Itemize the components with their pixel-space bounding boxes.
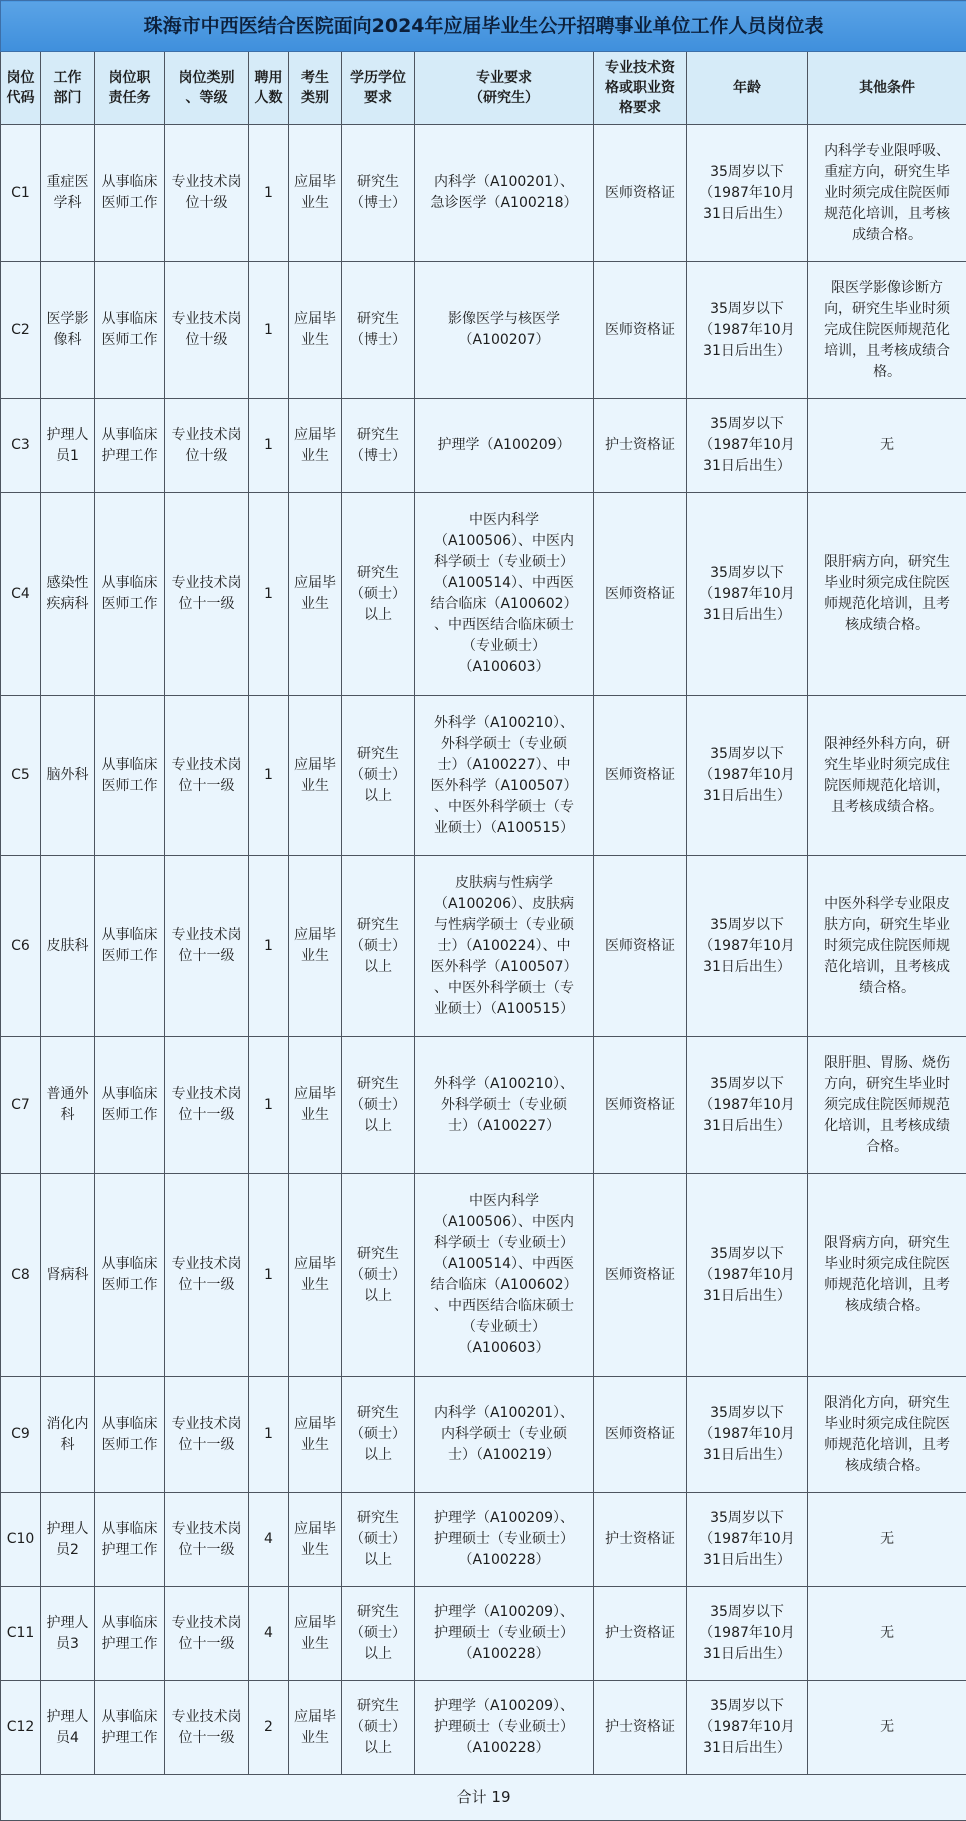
qualification-cell: 护士资格证: [594, 399, 687, 493]
major-requirement-cell: 外科学（A100210）、 外科学硕士（专业硕 士）（A100227）: [415, 1037, 594, 1174]
major-requirement-cell: 护理学（A100209）、 护理硕士（专业硕士） （A100228）: [415, 1493, 594, 1587]
qualification-cell: 医师资格证: [594, 1037, 687, 1174]
category-cell: 专业技术岗 位十一级: [165, 856, 249, 1037]
other-conditions-cell: 限神经外科方向，研 究生毕业时须完成住 院医师规范化培训， 且考核成绩合格。: [808, 696, 966, 856]
major-requirement-cell: 皮肤病与性病学 （A100206）、皮肤病 与性病学硕士（专业硕 士）（A100224）、中 医外科学（A100507） 、中医外科学硕士（专 业硕士）（A100515）: [415, 856, 594, 1037]
other-conditions-cell: 限肾病方向，研究生 毕业时须完成住院医 师规范化培训，且考 核成绩合格。: [808, 1174, 966, 1377]
duty-cell: 从事临床 医师工作: [95, 493, 165, 696]
col-header-category: 岗位类别 、等级: [165, 52, 249, 125]
candidate-type-cell: 应届毕 业生: [289, 1681, 342, 1775]
duty-cell: 从事临床 医师工作: [95, 1174, 165, 1377]
table-row: [1, 262, 966, 399]
duty-cell: 从事临床 护理工作: [95, 1681, 165, 1775]
duty-cell: 从事临床 护理工作: [95, 1587, 165, 1681]
hire-count-cell: 4: [249, 1493, 289, 1587]
candidate-type-cell: 应届毕 业生: [289, 856, 342, 1037]
candidate-type-cell: 应届毕 业生: [289, 262, 342, 399]
category-cell: 专业技术岗 位十一级: [165, 1681, 249, 1775]
category-cell: 专业技术岗 位十一级: [165, 493, 249, 696]
major-requirement-cell: 内科学（A100201）、 内科学硕士（专业硕 士）（A100219）: [415, 1377, 594, 1493]
candidate-type-cell: 应届毕 业生: [289, 1493, 342, 1587]
age-cell: 35周岁以下 （1987年10月 31日后出生）: [687, 1587, 808, 1681]
qualification-cell: 医师资格证: [594, 1174, 687, 1377]
major-requirement-cell: 中医内科学 （A100506）、中医内 科学硕士（专业硕士） （A100514）、中西医 结合临床（A100602） 、中西医结合临床硕士 （专业硕士） （A100603）: [415, 1174, 594, 1377]
candidate-type-cell: 应届毕 业生: [289, 1174, 342, 1377]
department-cell: 护理人 员2: [41, 1493, 95, 1587]
duty-cell: 从事临床 医师工作: [95, 696, 165, 856]
hire-count-cell: 2: [249, 1681, 289, 1775]
education-cell: 研究生 （硕士） 以上: [342, 493, 415, 696]
position-code-cell: C12: [1, 1681, 41, 1775]
education-cell: 研究生 （硕士） 以上: [342, 1377, 415, 1493]
age-cell: 35周岁以下 （1987年10月 31日后出生）: [687, 125, 808, 262]
col-header-age: 年龄: [687, 52, 808, 125]
education-cell: 研究生 （硕士） 以上: [342, 1587, 415, 1681]
candidate-type-cell: 应届毕 业生: [289, 399, 342, 493]
duty-cell: 从事临床 护理工作: [95, 1493, 165, 1587]
position-code-cell: C7: [1, 1037, 41, 1174]
category-cell: 专业技术岗 位十一级: [165, 1377, 249, 1493]
table-row: [1, 856, 966, 1037]
table-row: [1, 1587, 966, 1681]
hire-count-cell: 1: [249, 1037, 289, 1174]
age-cell: 35周岁以下 （1987年10月 31日后出生）: [687, 856, 808, 1037]
table-row: [1, 1493, 966, 1587]
total-row: [1, 1775, 966, 1821]
education-cell: 研究生 （硕士） 以上: [342, 1037, 415, 1174]
position-code-cell: C6: [1, 856, 41, 1037]
duty-cell: 从事临床 医师工作: [95, 1037, 165, 1174]
other-conditions-cell: 限医学影像诊断方 向，研究生毕业时须 完成住院医师规范化 培训，且考核成绩合 格。: [808, 262, 966, 399]
candidate-type-cell: 应届毕 业生: [289, 493, 342, 696]
other-conditions-cell: 无: [808, 1587, 966, 1681]
education-cell: 研究生 （硕士） 以上: [342, 1174, 415, 1377]
hire-count-cell: 4: [249, 1587, 289, 1681]
table-row: [1, 1037, 966, 1174]
table-row: [1, 493, 966, 696]
other-conditions-cell: 无: [808, 399, 966, 493]
education-cell: 研究生 （硕士） 以上: [342, 1493, 415, 1587]
other-conditions-cell: 中医外科学专业限皮 肤方向，研究生毕业 时须完成住院医师规 范化培训，且考核成 绩合格。: [808, 856, 966, 1037]
hire-count-cell: 1: [249, 125, 289, 262]
department-cell: 感染性 疾病科: [41, 493, 95, 696]
other-conditions-cell: 限肝胆、胃肠、烧伤 方向，研究生毕业时 须完成住院医师规范 化培训，且考核成绩 合格。: [808, 1037, 966, 1174]
department-cell: 消化内 科: [41, 1377, 95, 1493]
department-cell: 普通外 科: [41, 1037, 95, 1174]
table-row: [1, 1681, 966, 1775]
duty-cell: 从事临床 医师工作: [95, 262, 165, 399]
category-cell: 专业技术岗 位十级: [165, 399, 249, 493]
position-code-cell: C10: [1, 1493, 41, 1587]
table-body: [1, 125, 966, 1775]
header-row: [1, 52, 966, 125]
age-cell: 35周岁以下 （1987年10月 31日后出生）: [687, 262, 808, 399]
category-cell: 专业技术岗 位十一级: [165, 1037, 249, 1174]
qualification-cell: 医师资格证: [594, 1377, 687, 1493]
major-requirement-cell: 护理学（A100209）、 护理硕士（专业硕士） （A100228）: [415, 1587, 594, 1681]
qualification-cell: 护士资格证: [594, 1493, 687, 1587]
education-cell: 研究生 （硕士） 以上: [342, 1681, 415, 1775]
candidate-type-cell: 应届毕 业生: [289, 1377, 342, 1493]
title-row: [1, 1, 966, 52]
department-cell: 重症医 学科: [41, 125, 95, 262]
qualification-cell: 医师资格证: [594, 125, 687, 262]
candidate-type-cell: 应届毕 业生: [289, 1037, 342, 1174]
age-cell: 35周岁以下 （1987年10月 31日后出生）: [687, 1681, 808, 1775]
col-header-duty: 岗位职 责任务: [95, 52, 165, 125]
col-header-edu: 学历学位 要求: [342, 52, 415, 125]
age-cell: 35周岁以下 （1987年10月 31日后出生）: [687, 493, 808, 696]
major-requirement-cell: 外科学（A100210）、 外科学硕士（专业硕 士）（A100227）、中 医外科学（A100507） 、中医外科学硕士（专 业硕士）（A100515）: [415, 696, 594, 856]
col-header-other: 其他条件: [808, 52, 966, 125]
category-cell: 专业技术岗 位十一级: [165, 1493, 249, 1587]
position-code-cell: C11: [1, 1587, 41, 1681]
category-cell: 专业技术岗 位十一级: [165, 1587, 249, 1681]
major-requirement-cell: 中医内科学 （A100506）、中医内 科学硕士（专业硕士） （A100514）、中西医 结合临床（A100602） 、中西医结合临床硕士 （专业硕士） （A100603）: [415, 493, 594, 696]
duty-cell: 从事临床 医师工作: [95, 856, 165, 1037]
hire-count-cell: 1: [249, 399, 289, 493]
hire-count-cell: 1: [249, 1174, 289, 1377]
age-cell: 35周岁以下 （1987年10月 31日后出生）: [687, 399, 808, 493]
education-cell: 研究生 （硕士） 以上: [342, 696, 415, 856]
qualification-cell: 护士资格证: [594, 1587, 687, 1681]
col-header-major: 专业要求 （研究生）: [415, 52, 594, 125]
position-code-cell: C5: [1, 696, 41, 856]
department-cell: 皮肤科: [41, 856, 95, 1037]
table-row: [1, 696, 966, 856]
age-cell: 35周岁以下 （1987年10月 31日后出生）: [687, 1037, 808, 1174]
position-code-cell: C3: [1, 399, 41, 493]
age-cell: 35周岁以下 （1987年10月 31日后出生）: [687, 1377, 808, 1493]
total-cell: 合计 19: [1, 1775, 966, 1821]
department-cell: 医学影 像科: [41, 262, 95, 399]
major-requirement-cell: 影像医学与核医学 （A100207）: [415, 262, 594, 399]
qualification-cell: 医师资格证: [594, 493, 687, 696]
duty-cell: 从事临床 护理工作: [95, 399, 165, 493]
department-cell: 护理人 员1: [41, 399, 95, 493]
other-conditions-cell: 限肝病方向，研究生 毕业时须完成住院医 师规范化培训，且考 核成绩合格。: [808, 493, 966, 696]
duty-cell: 从事临床 医师工作: [95, 1377, 165, 1493]
major-requirement-cell: 内科学（A100201）、 急诊医学（A100218）: [415, 125, 594, 262]
hire-count-cell: 1: [249, 493, 289, 696]
other-conditions-cell: 无: [808, 1681, 966, 1775]
table-row: [1, 1174, 966, 1377]
hire-count-cell: 1: [249, 696, 289, 856]
education-cell: 研究生 （博士）: [342, 125, 415, 262]
category-cell: 专业技术岗 位十一级: [165, 1174, 249, 1377]
qualification-cell: 护士资格证: [594, 1681, 687, 1775]
other-conditions-cell: 内科学专业限呼吸、 重症方向，研究生毕 业时须完成住院医师 规范化培训，且考核 成绩合格。: [808, 125, 966, 262]
table-title: 珠海市中西医结合医院面向2024年应届毕业生公开招聘事业单位工作人员岗位表: [1, 1, 966, 52]
hire-count-cell: 1: [249, 1377, 289, 1493]
table-row: [1, 1377, 966, 1493]
hire-count-cell: 1: [249, 856, 289, 1037]
col-header-cert: 专业技术资 格或职业资 格要求: [594, 52, 687, 125]
qualification-cell: 医师资格证: [594, 262, 687, 399]
table-row: [1, 399, 966, 493]
hire-count-cell: 1: [249, 262, 289, 399]
age-cell: 35周岁以下 （1987年10月 31日后出生）: [687, 696, 808, 856]
col-header-count: 聘用 人数: [249, 52, 289, 125]
duty-cell: 从事临床 医师工作: [95, 125, 165, 262]
category-cell: 专业技术岗 位十级: [165, 262, 249, 399]
major-requirement-cell: 护理学（A100209）、 护理硕士（专业硕士） （A100228）: [415, 1681, 594, 1775]
department-cell: 护理人 员4: [41, 1681, 95, 1775]
col-header-dept: 工作 部门: [41, 52, 95, 125]
category-cell: 专业技术岗 位十级: [165, 125, 249, 262]
position-code-cell: C4: [1, 493, 41, 696]
candidate-type-cell: 应届毕 业生: [289, 125, 342, 262]
col-header-type: 考生 类别: [289, 52, 342, 125]
candidate-type-cell: 应届毕 业生: [289, 696, 342, 856]
qualification-cell: 医师资格证: [594, 856, 687, 1037]
department-cell: 肾病科: [41, 1174, 95, 1377]
qualification-cell: 医师资格证: [594, 696, 687, 856]
age-cell: 35周岁以下 （1987年10月 31日后出生）: [687, 1493, 808, 1587]
department-cell: 脑外科: [41, 696, 95, 856]
position-code-cell: C8: [1, 1174, 41, 1377]
candidate-type-cell: 应届毕 业生: [289, 1587, 342, 1681]
position-code-cell: C9: [1, 1377, 41, 1493]
other-conditions-cell: 限消化方向，研究生 毕业时须完成住院医 师规范化培训，且考 核成绩合格。: [808, 1377, 966, 1493]
table-row: [1, 125, 966, 262]
position-code-cell: C1: [1, 125, 41, 262]
department-cell: 护理人 员3: [41, 1587, 95, 1681]
category-cell: 专业技术岗 位十一级: [165, 696, 249, 856]
position-code-cell: C2: [1, 262, 41, 399]
other-conditions-cell: 无: [808, 1493, 966, 1587]
col-header-code: 岗位 代码: [1, 52, 41, 125]
age-cell: 35周岁以下 （1987年10月 31日后出生）: [687, 1174, 808, 1377]
education-cell: 研究生 （博士）: [342, 262, 415, 399]
major-requirement-cell: 护理学（A100209）: [415, 399, 594, 493]
education-cell: 研究生 （博士）: [342, 399, 415, 493]
education-cell: 研究生 （硕士） 以上: [342, 856, 415, 1037]
